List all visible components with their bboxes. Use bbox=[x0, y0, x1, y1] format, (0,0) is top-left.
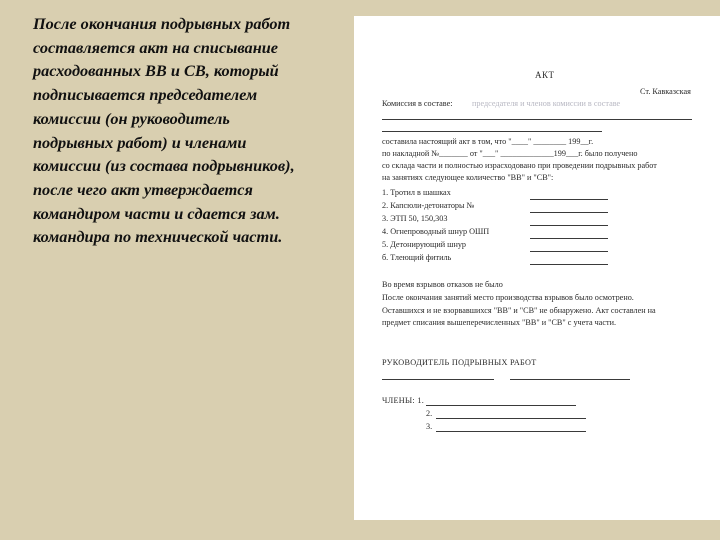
leftovers-line-2: предмет списания вышеперечисленных "ВВ" и "СВ" с учета части. bbox=[382, 318, 617, 327]
leftovers-line-1: Оставшихся и не взорвавшихся "ВВ" и "СВ" не обнаружено. Акт составлен на bbox=[382, 306, 656, 315]
members-label: ЧЛЕНЫ: 1. bbox=[382, 396, 425, 405]
after-line: После окончания занятий место производства взрывов было осмотрено. bbox=[382, 293, 634, 302]
commission-label: Комиссия в составе: bbox=[382, 99, 453, 108]
blank-line bbox=[436, 418, 586, 419]
composed-line: составила настоящий акт в том, что "____" ________ 199__г. bbox=[382, 137, 594, 146]
blank-line bbox=[382, 379, 494, 380]
blank-line bbox=[382, 131, 602, 132]
head-label: РУКОВОДИТЕЛЬ ПОДРЫВНЫХ РАБОТ bbox=[382, 358, 537, 367]
slide-body-text: После окончания подрывных работ составляется акт на списывание расходованных ВВ и СВ, который подписывается председателем комиссии (он руководитель подрывных работ) и членами комиссии (из состава подрывников), после чего акт утверждается командиром части и сдается зам. командира по технической части. bbox=[33, 14, 295, 247]
invoice-line: по накладной №_______ от "___" _____________199___г. было получено bbox=[382, 149, 638, 158]
act-title: АКТ bbox=[535, 70, 555, 80]
blank-line bbox=[426, 405, 576, 406]
blank-line bbox=[530, 225, 608, 226]
act-document-image bbox=[354, 16, 720, 520]
item-6: б. Тлеющий фитиль bbox=[382, 253, 452, 262]
blank-line bbox=[530, 238, 608, 239]
blank-line bbox=[530, 212, 608, 213]
item-2: 2. Капсюли-детонаторы № bbox=[382, 201, 475, 210]
member-2-label: 2. bbox=[426, 409, 433, 418]
blank-line bbox=[530, 251, 608, 252]
blank-line bbox=[382, 119, 692, 120]
blank-line bbox=[530, 264, 608, 265]
act-city: Ст. Кавказская bbox=[640, 87, 691, 96]
refusals-line: Во время взрывов отказов не было bbox=[382, 280, 503, 289]
warehouse-line: со склада части и полностью израсходовано при проведении подрывных работ bbox=[382, 161, 657, 170]
item-4: 4. Огнепроводный шнур ОШП bbox=[382, 227, 490, 236]
item-3: 3. ЭТП 50, 150,303 bbox=[382, 214, 448, 223]
item-5: 5. Детонирующий шнур bbox=[382, 240, 467, 249]
blank-line bbox=[510, 379, 630, 380]
blank-line bbox=[436, 431, 586, 432]
member-3-label: 3. bbox=[426, 422, 433, 431]
item-1: 1. Тротил в шашках bbox=[382, 188, 451, 197]
occasion-line: на занятиях следующее количество "ВВ" и "СВ": bbox=[382, 173, 554, 182]
commission-faint-text: председателя и членов комиссии в составе bbox=[472, 99, 621, 108]
blank-line bbox=[530, 199, 608, 200]
